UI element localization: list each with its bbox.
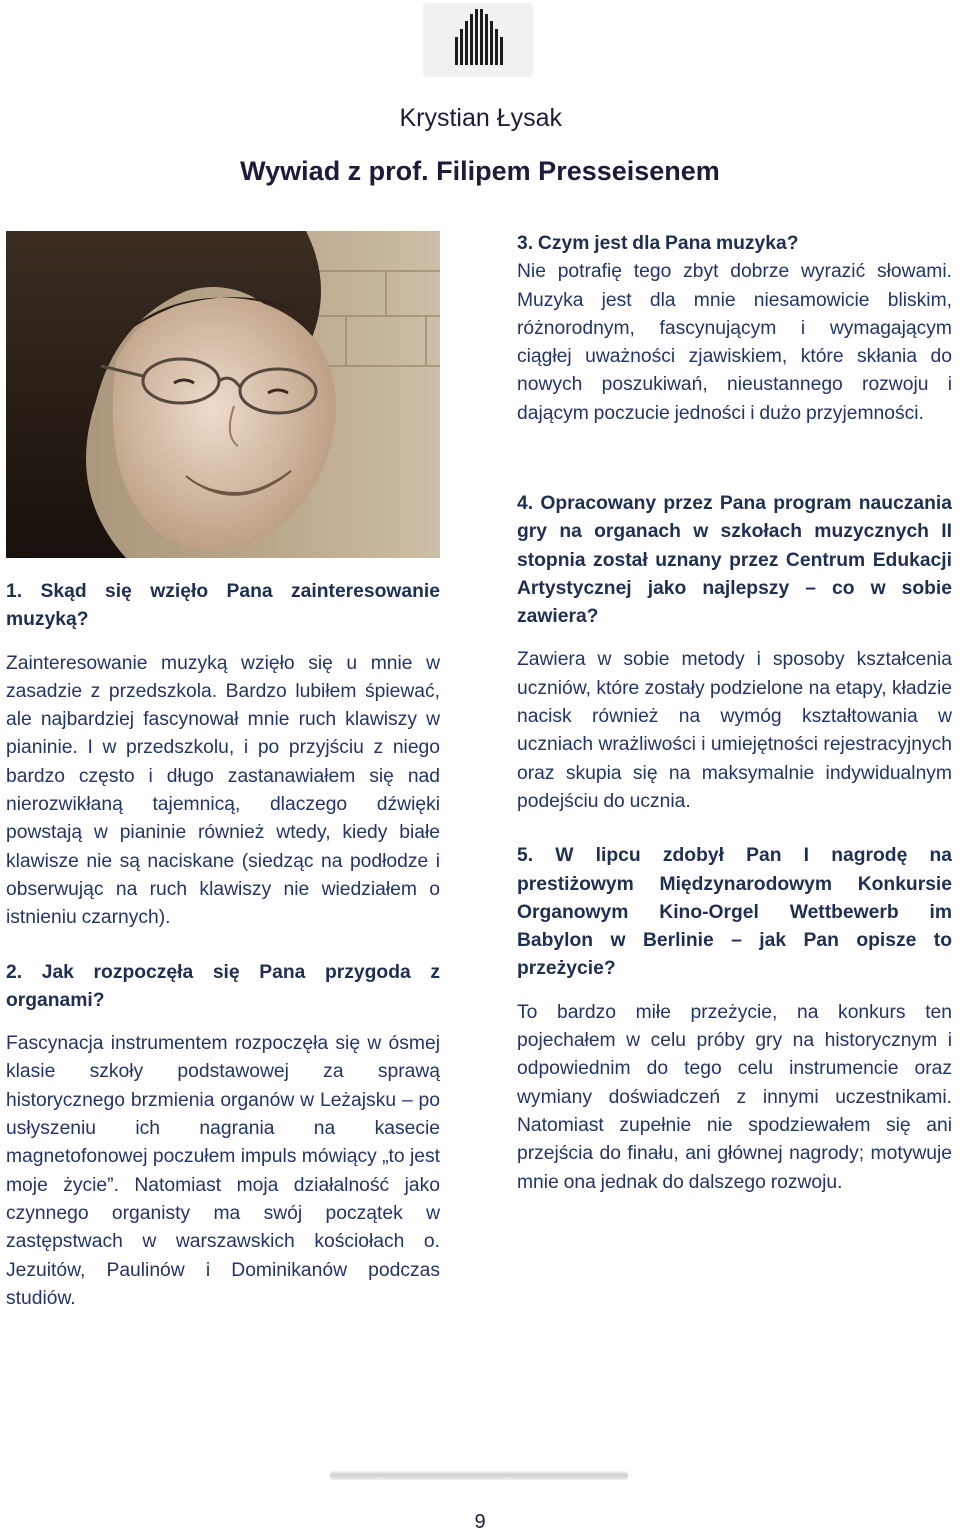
- portrait-photo: [6, 231, 440, 558]
- question-2: 2. Jak rozpoczęła się Pana przygoda z organami?: [6, 961, 440, 1011]
- answer-1: Zainteresowanie muzyką wzięło się u mnie w zasadzie z przedszkola. Bardzo lubiłem śpiewać, ale najbardziej fascynował mnie ruch klawiszy w pianinie. I w przedszkolu, i po przyjściu z niego bardzo często i długo zastanawiałem się nad nierozwikłaną tajemnicą, dlaczego dźwięki powstają w pianinie również wtedy, kiedy białe klawisze nie są naciskane (siedząc na podłodze i obserwując na ruch klawiszy nie wiedziałem o istnieniu czarnych).: [6, 652, 440, 929]
- author-name: Krystian Łysak: [399, 104, 562, 132]
- article-title: Wywiad z prof. Filipem Presseisenem: [240, 156, 720, 186]
- question-4: 4. Opracowany przez Pana program nauczania gry na organach w szkołach muzycznych II stopnia został uznany przez Centrum Edukacji Artystycznej jako najlepszy – co w sobie zawiera?: [517, 493, 952, 628]
- column-right-top: [517, 230, 952, 428]
- answer-5: To bardzo miłe przeżycie, na konkurs ten pojechałem w celu próby gry na historycznym i odpowiednim do tego celu instrumencie oraz wymiany doświadczeń z innymi uczestnikami. Natomiast zupełnie nie spodziewałem się ani przejścia do finału, ani głównej nagrody; motywuje mnie ona jednak do dalszego rozwoju.: [517, 1001, 952, 1193]
- question-1: 1. Skąd się wzięło Pana zainteresowanie muzyką?: [6, 581, 440, 631]
- organ-pipes-logo-icon: [423, 3, 533, 77]
- column-right-bottom: [517, 490, 952, 1197]
- answer-3: Nie potrafię tego zbyt dobrze wyrazić słowami. Muzyka jest dla mnie niesamowicie bliskim, różnorodnym, fascynującym i wymagającym ciągłej uważności zjawiskiem, które skłania do nowych poszukiwań, nieustannego rozwoju i dającym poczucie jedności i dużo przyjemności.: [517, 261, 952, 424]
- column-left: [6, 578, 440, 1313]
- answer-2: Fascynacja instrumentem rozpoczęła się w ósmej klasie szkoły podstawowej za sprawą historycznego brzmienia organów w Leżajsku – po usłyszeniu ich nagrania na kasecie magnetofonowej poczułem impuls mówiący „to jest moje życie”. Natomiast moja działalność jako czynnego organisty ma swój początek w zastępstwach w warszawskich kościołach o. Jezuitów, Paulinów i Dominikanów podczas studiów.: [6, 1033, 440, 1309]
- page-number: 9: [474, 1511, 486, 1533]
- question-5: 5. W lipcu zdobył Pan I nagrodę na prestiżowym Międzynarodowym Konkursie Organowym Kino-Orgel Wettbewerb im Babylon w Berlinie – jak Pan opisze to przeżycie?: [517, 845, 952, 980]
- footer-divider: [330, 1471, 628, 1480]
- question-3: 3. Czym jest dla Pana muzyka?: [517, 233, 799, 254]
- answer-4: Zawiera w sobie metody i sposoby kształcenia uczniów, które zostały podzielone na etapy, kładzie nacisk również na wymóg kształtowania w uczniach wrażliwości i umiejętności rejestracyjnych oraz skupia się na maksymalnie indywidualnym podejściu do ucznia.: [517, 649, 952, 812]
